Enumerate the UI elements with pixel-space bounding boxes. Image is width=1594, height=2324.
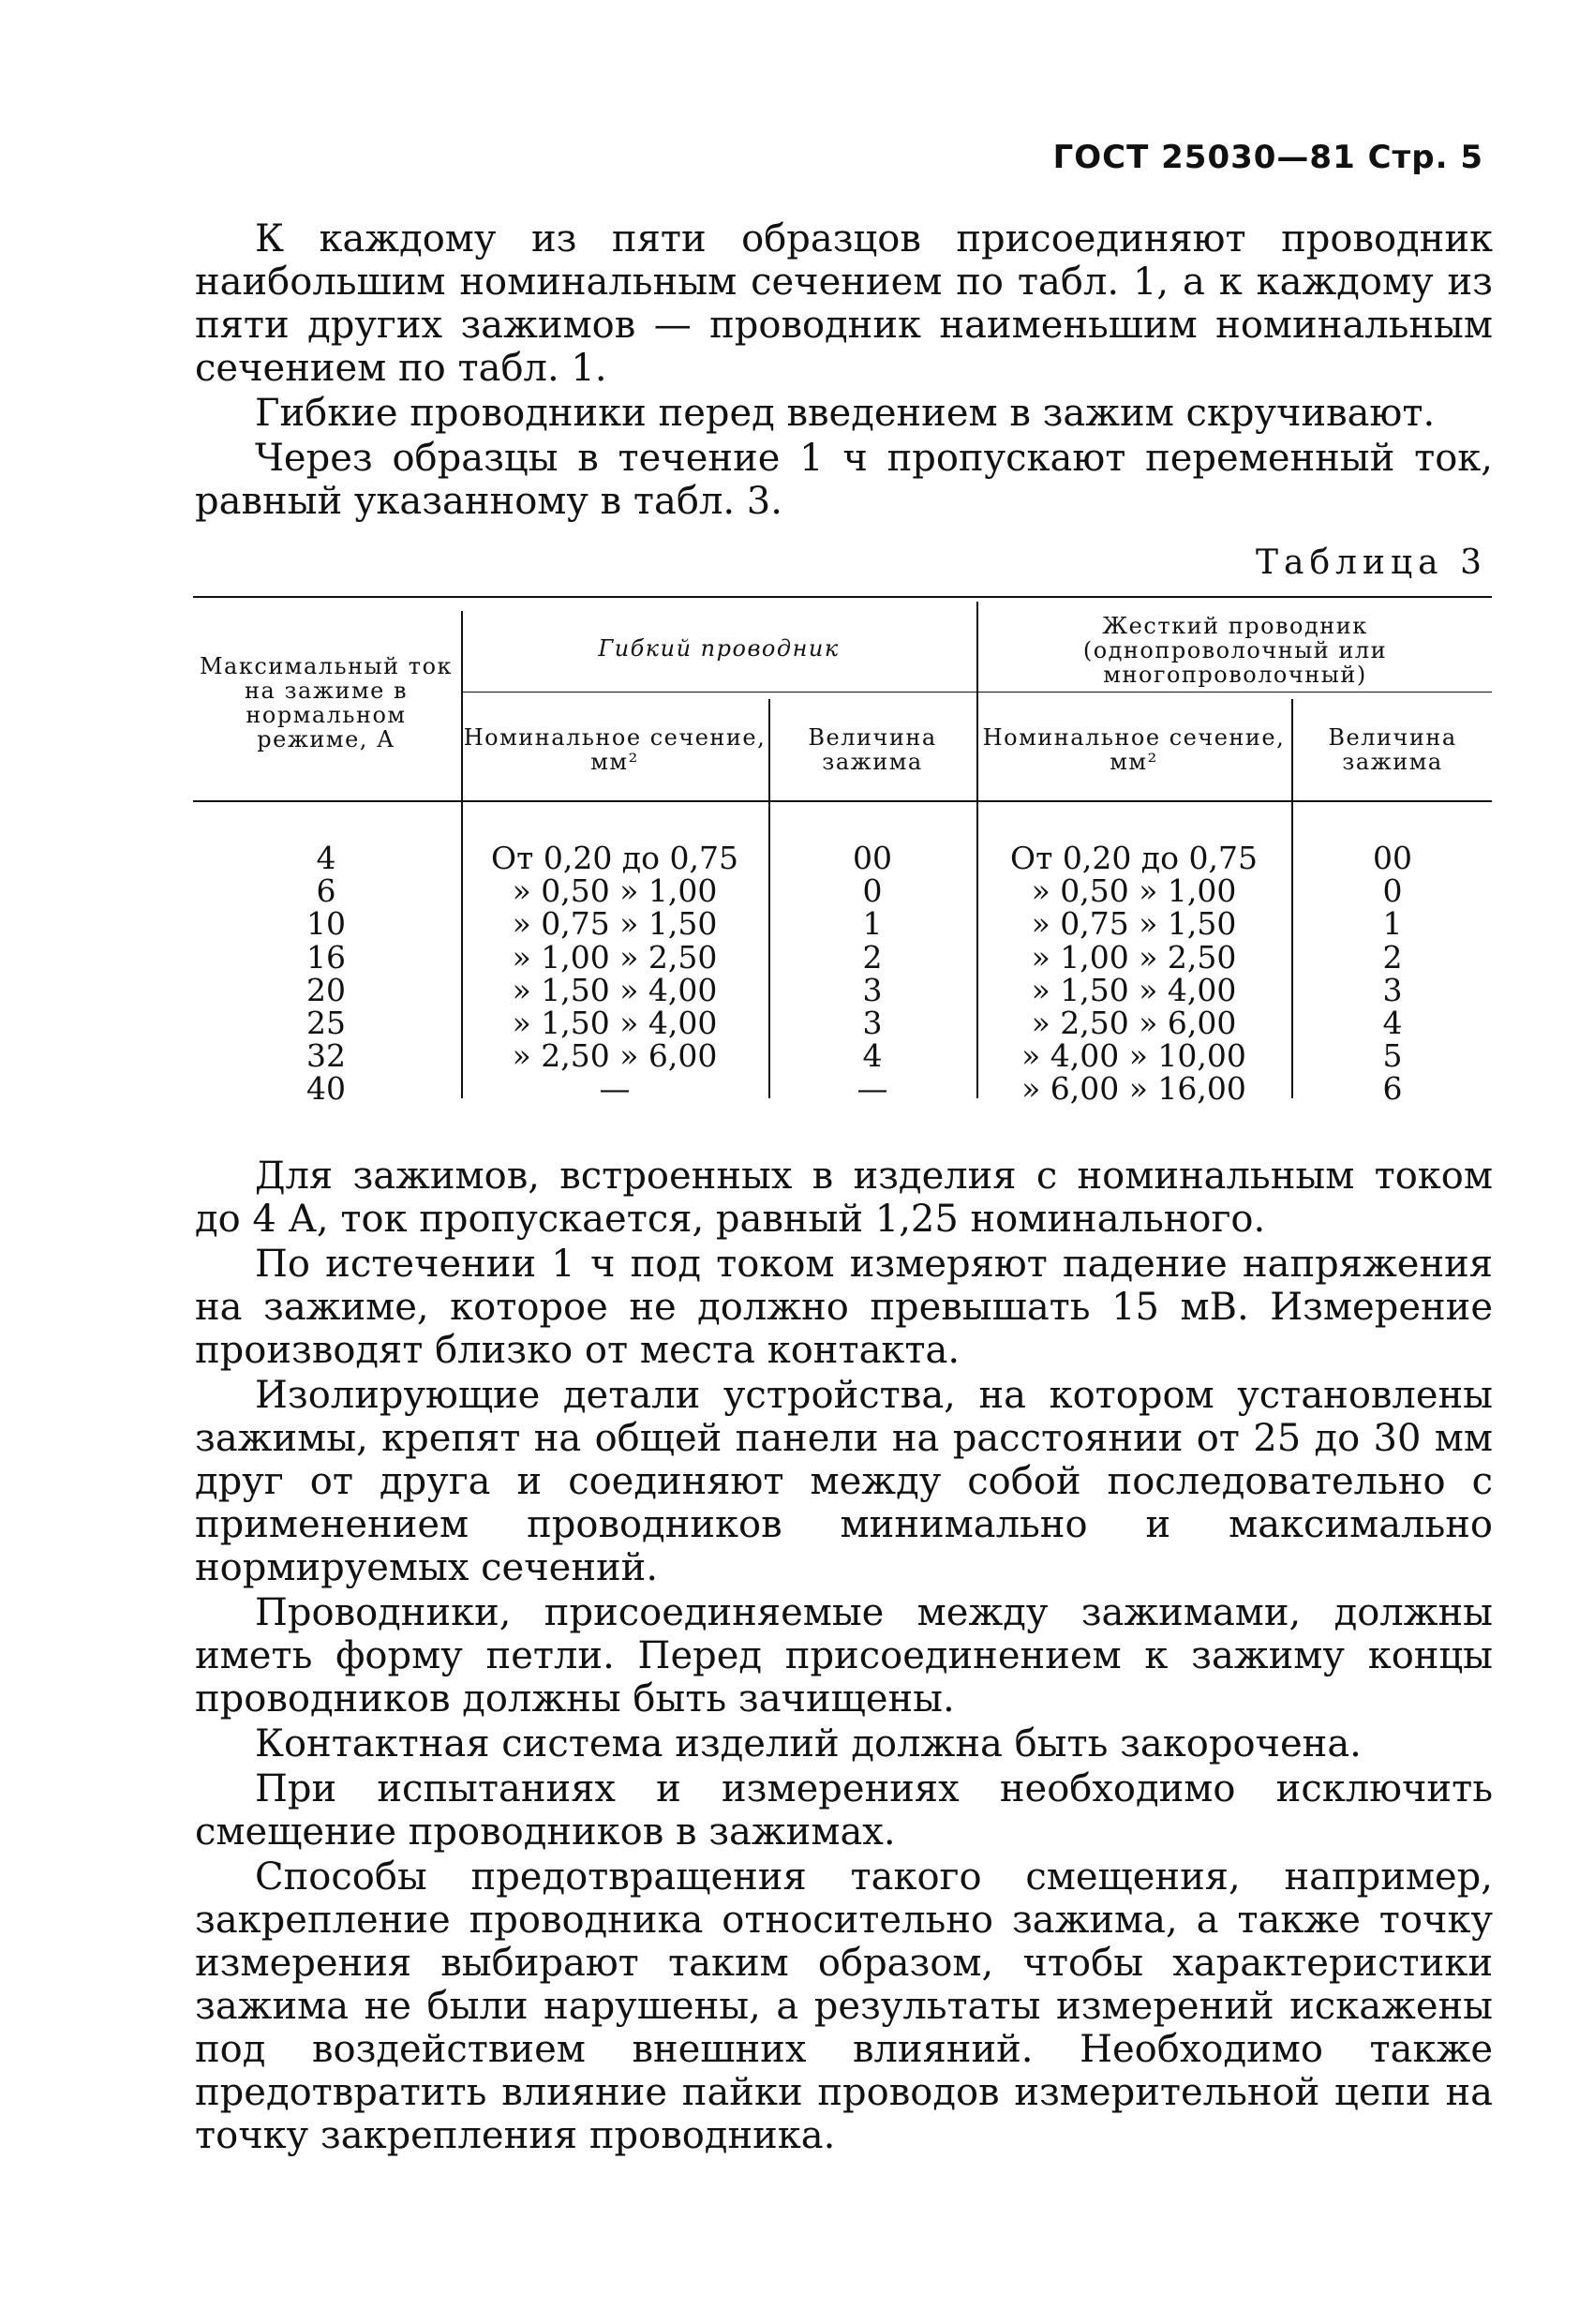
paragraph: По истечении 1 ч под током измеряют падение напряжения на зажиме, которое не должно превышать 15 мВ. Измерение производят близко от места контакта.: [195, 1243, 1493, 1372]
table-cell: 3: [862, 1004, 883, 1041]
table-cell: 00: [853, 840, 892, 876]
table-cell: 2: [862, 938, 883, 976]
table-cell: » 1,50 » 4,00: [512, 971, 718, 1008]
paragraph: При испытаниях и измерениях необходимо исключить смещение проводников в зажимах.: [195, 1767, 1493, 1854]
table-cell: » 1,50 » 4,00: [1031, 971, 1237, 1008]
table-cell: 2: [1382, 938, 1403, 976]
table-cell: » 1,00 » 2,50: [1031, 938, 1237, 976]
paragraph: Через образцы в течение 1 ч пропускают переменный ток, равный указанному в табл. 3.: [195, 437, 1493, 523]
column-current: [193, 842, 459, 1106]
header-rigid-section: Номинальное сечение, мм²: [982, 724, 1286, 775]
table-cell: » 1,00 » 2,50: [512, 938, 718, 976]
intro-text: [195, 217, 1493, 523]
table-cell: 20: [306, 971, 346, 1008]
header-flexible: Гибкий проводник: [598, 635, 840, 662]
table-cell: —: [599, 1070, 631, 1108]
page-header: ГОСТ 25030—81 Стр. 5: [1052, 139, 1483, 176]
table-cell: 00: [1373, 840, 1412, 876]
table-caption: Таблица 3: [1256, 544, 1487, 582]
table-cell: » 4,00 » 10,00: [1021, 1037, 1246, 1075]
table-cell: » 2,50 » 6,00: [1031, 1004, 1237, 1041]
column-rigid-section: [978, 842, 1289, 1106]
table-cell: 25: [306, 1004, 346, 1041]
table-cell: 0: [862, 872, 883, 910]
paragraph: Проводники, присоединяемые между зажимами, должны иметь форму петли. Перед присоединением к зажиму концы проводников должны быть зачищены.: [195, 1591, 1493, 1721]
table-cell: 3: [1382, 971, 1403, 1008]
table-cell: » 6,00 » 16,00: [1021, 1070, 1246, 1108]
paragraph: Способы предотвращения такого смещения, например, закрепление проводника относительно зажима, а также точку измерения выбирают таким образом, чтобы характеристики зажима не были нарушены, а результаты измерений искажены под воздействием внешних влияний. Необходимо также предотвратить влияние пайки проводов измерительной цепи на точку закрепления проводника.: [195, 1855, 1493, 2157]
table-cell: 6: [316, 872, 336, 910]
table-cell: » 0,75 » 1,50: [1031, 905, 1237, 943]
table-cell: 4: [862, 1037, 883, 1075]
header-max-current: Максимальный ток на зажиме в нормальном режиме, А: [199, 653, 454, 752]
table-cell: 1: [1382, 905, 1403, 943]
table-cell: —: [857, 1070, 888, 1108]
table-header-bottom-rule: [193, 800, 1492, 802]
column-flexible-size: [770, 842, 975, 1106]
table-cell: » 1,50 » 4,00: [512, 1004, 718, 1041]
header-flexible-section: Номинальное сечение, мм²: [463, 724, 767, 775]
paragraph: Для зажимов, встроенных в изделия с номинальным током до 4 А, ток пропускается, равный 1,25 номинального.: [195, 1155, 1493, 1241]
table-cell: 5: [1382, 1037, 1403, 1075]
table-cell: 10: [306, 905, 346, 943]
table-cell: » 0,75 » 1,50: [512, 905, 718, 943]
table-cell: От 0,20 до 0,75: [491, 840, 738, 876]
table-top-rule: [193, 596, 1492, 598]
table-cell: 16: [306, 938, 346, 976]
column-rigid-size: [1293, 842, 1492, 1106]
table-cell: 1: [862, 905, 883, 943]
header-rigid-size: Величина зажима: [1328, 724, 1457, 775]
paragraph: Изолирующие детали устройства, на котором установлены зажимы, крепят на общей панели на расстоянии от 25 до 30 мм друг от друга и соединяют между собой последовательно с применением проводников минимально и максимально нормируемых сечений.: [195, 1374, 1493, 1589]
table-cell: 3: [862, 971, 883, 1008]
table-cell: » 0,50 » 1,00: [512, 872, 718, 910]
table-cell: 4: [316, 840, 336, 876]
table-cell: » 2,50 » 6,00: [512, 1037, 718, 1075]
table-cell: 32: [306, 1037, 346, 1075]
table-cell: От 0,20 до 0,75: [1010, 840, 1258, 876]
paragraph: Гибкие проводники перед введением в зажим скручивают.: [255, 392, 1436, 435]
table-cell: 0: [1382, 872, 1403, 910]
paragraph: К каждому из пяти образцов присоединяют проводник наибольшим номинальным сечением по табл. 1, а к каждому из пяти других зажимов — проводник наименьшим номинальным сечением по табл. 1.: [195, 217, 1493, 390]
table-cell: 4: [1382, 1004, 1403, 1041]
table-cell: 6: [1382, 1070, 1403, 1108]
table-cell: 40: [306, 1070, 346, 1108]
table-cell: » 0,50 » 1,00: [1031, 872, 1237, 910]
paragraph: Контактная система изделий должна быть закорочена.: [255, 1722, 1362, 1765]
header-flexible-size: Величина зажима: [808, 724, 937, 775]
header-rigid: Жесткий проводник (однопроволочный или многопроволочный): [1082, 613, 1388, 688]
column-flexible-section: [463, 842, 767, 1106]
body-text: [195, 1155, 1493, 2157]
